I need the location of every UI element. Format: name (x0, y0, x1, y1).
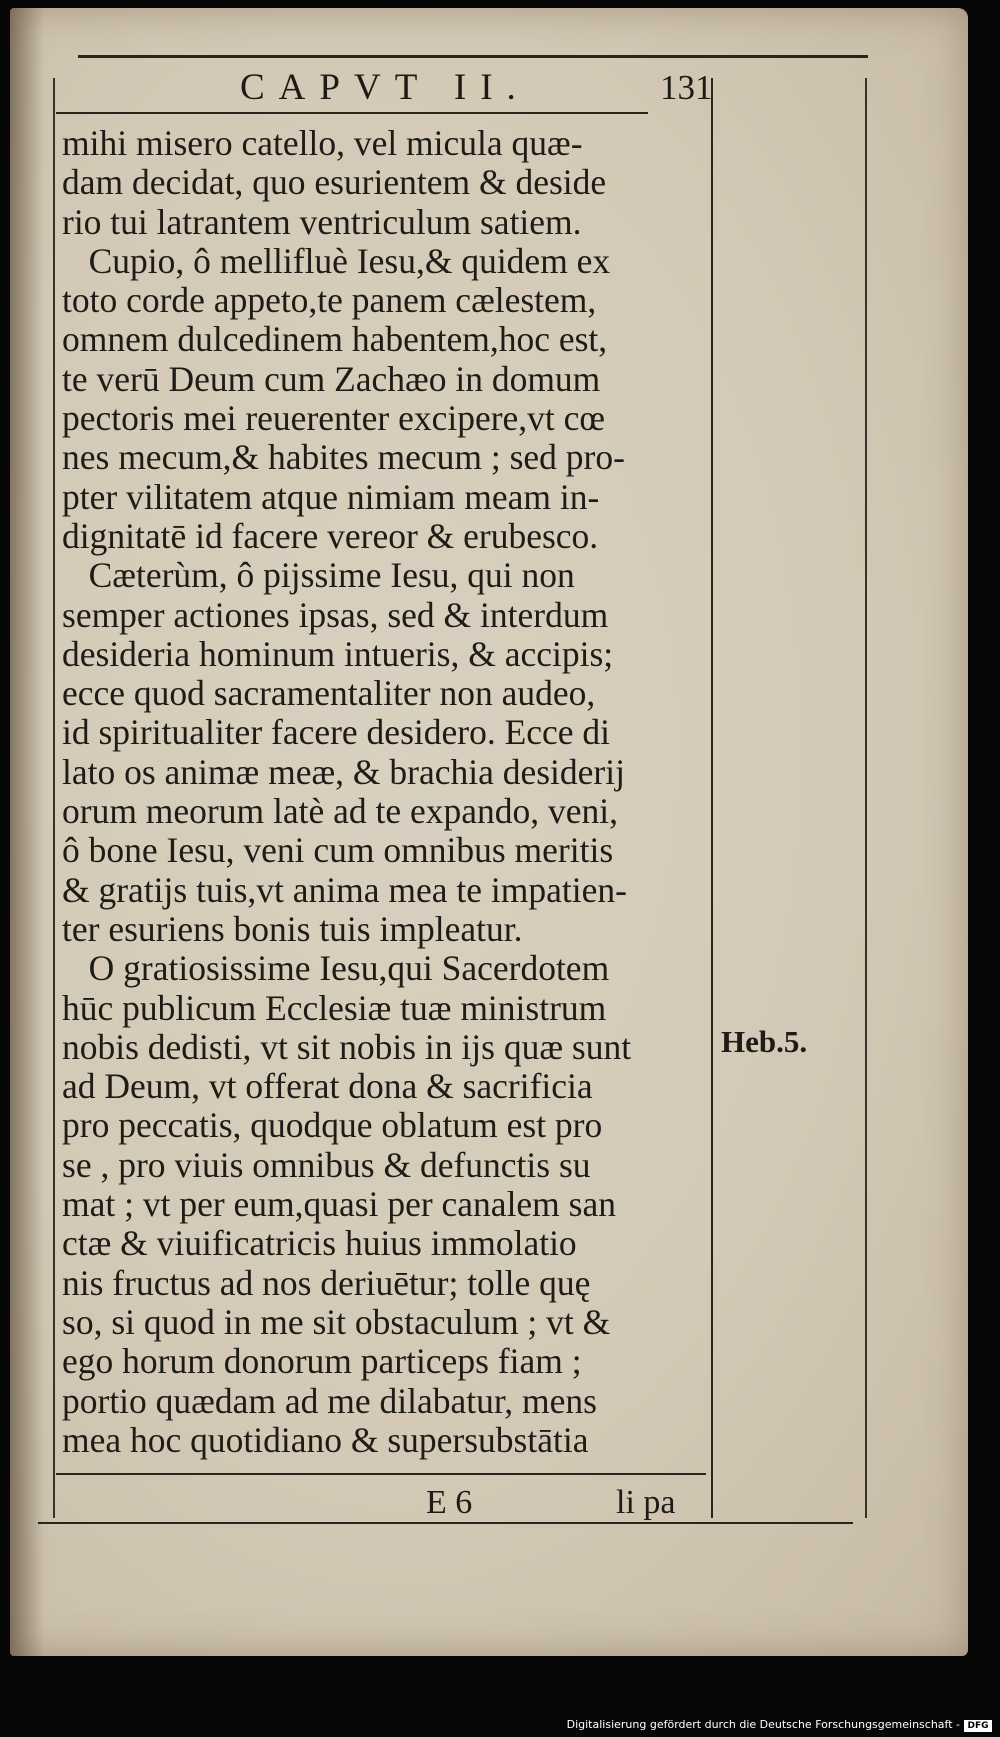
text-line: ecce quod sacramentaliter non audeo, (62, 674, 596, 714)
dfg-logo: DFG (964, 1720, 992, 1732)
signature-mark: E 6 (426, 1484, 473, 1521)
text-line: nes mecum,& habites mecum ; sed pro- (62, 438, 625, 478)
text-line: ter esuriens bonis tuis impleatur. (62, 909, 523, 949)
text-line: semper actiones ipsas, sed & interdum (62, 595, 609, 635)
catchword: li pa (616, 1484, 676, 1521)
text-line: te verū Deum cum Zachæo in domum (62, 359, 601, 399)
page-gutter-shadow (10, 8, 44, 1656)
text-line: dignitatē id facere vereor & erubesco. (62, 516, 599, 556)
text-line: Cupio, ô mellifluè Iesu,& quidem ex (62, 241, 611, 281)
margin-note: Heb.5. (721, 1024, 808, 1059)
text-line: pro peccatis, quodque oblatum est pro (62, 1106, 603, 1146)
text-line: O gratiosissime Iesu,qui Sacerdotem (62, 949, 610, 989)
frame-bottom-rule (38, 1522, 853, 1524)
text-line: Cæterùm, ô pijssime Iesu, qui non (62, 556, 575, 596)
page-number: 131 (660, 68, 713, 107)
text-line: mihi misero catello, vel micula quæ- (62, 124, 583, 163)
body-text (62, 124, 712, 1460)
text-line: nobis dedisti, vt sit nobis in ijs quæ sunt (62, 1027, 632, 1067)
text-line: toto corde appeto,te panem cælestem, (62, 281, 597, 321)
text-line: lato os animæ meæ, & brachia desiderij (62, 752, 625, 792)
text-line: ad Deum, vt offerat dona & sacrificia (62, 1067, 593, 1107)
text-line: portio quædam ad me dilabatur, mens (62, 1381, 597, 1421)
text-line: pectoris mei reuerenter excipere,vt cœ (62, 399, 606, 439)
text-line: pter vilitatem atque nimiam meam in- (62, 477, 600, 517)
footer-rule (56, 1473, 706, 1475)
header-rule (56, 112, 648, 114)
text-line: se , pro viuis omnibus & defunctis su (62, 1145, 591, 1185)
text-line: orum meorum latè ad te expando, veni, (62, 792, 618, 832)
text-line: ctæ & viuificatricis huius immolatio (62, 1224, 577, 1264)
text-line: desideria hominum intueris, & accipis; (62, 634, 614, 674)
book-page (10, 8, 968, 1656)
frame-left-rule (53, 78, 55, 1518)
running-title: CAPVT II. (240, 67, 530, 108)
text-line: omnem dulcedinem habentem,hoc est, (62, 320, 608, 360)
text-line: mat ; vt per eum,quasi per canalem san (62, 1185, 616, 1225)
text-line: id spiritualiter facere desidero. Ecce di (62, 713, 611, 753)
text-line: ego horum donorum particeps fiam ; (62, 1342, 582, 1382)
text-line: mea hoc quotidiano & supersubstātia (62, 1420, 589, 1460)
text-line: rio tui latrantem ventriculum satiem. (62, 202, 582, 242)
frame-outer-right-rule (865, 78, 867, 1518)
text-line: dam decidat, quo esurientem & deside (62, 163, 607, 203)
text-line: nis fructus ad nos deriuētur; tolle quę (62, 1263, 591, 1303)
text-line: hūc publicum Ecclesiæ tuæ ministrum (62, 988, 607, 1028)
frame-top-rule (78, 55, 868, 58)
text-line: & gratijs tuis,vt anima mea te impatien- (62, 870, 627, 910)
text-line: ô bone Iesu, veni cum omnibus meritis (62, 831, 614, 871)
digitization-credit: Digitalisierung gefördert durch die Deutsche Forschungsgemeinschaft - (566, 1718, 960, 1731)
text-line: so, si quod in me sit obstaculum ; vt & (62, 1302, 611, 1342)
